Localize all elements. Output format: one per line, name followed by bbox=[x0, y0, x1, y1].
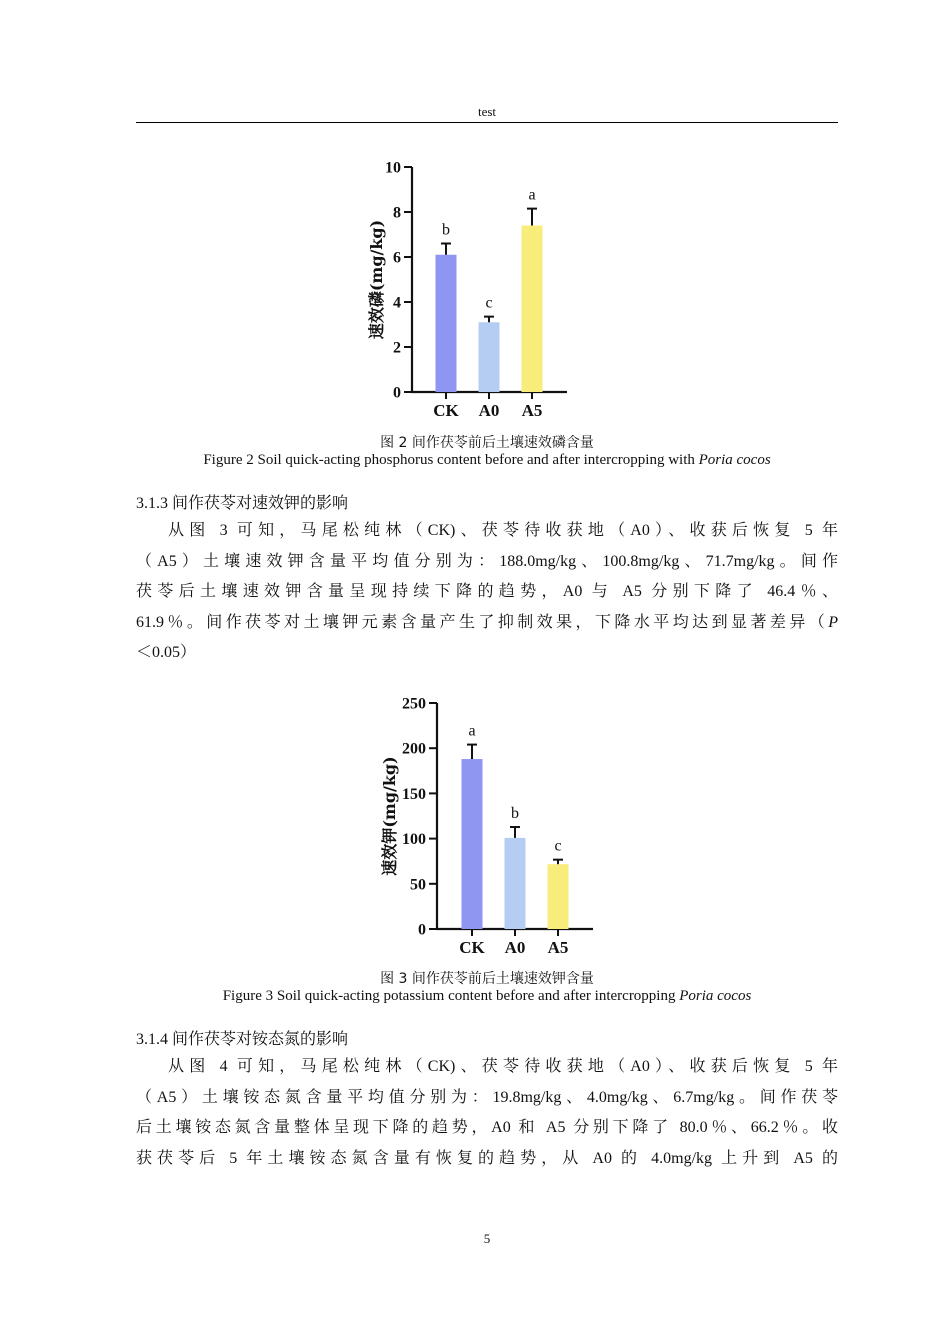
section-3-1-3-paragraph bbox=[136, 516, 838, 669]
y-tick-label: 4 bbox=[393, 294, 401, 312]
figure-2-caption-en bbox=[136, 452, 838, 469]
figure-2-caption-en-text: Figure 2 Soil quick-acting phosphorus content before and after intercropping with bbox=[203, 452, 699, 468]
figure-2-chart bbox=[360, 155, 600, 425]
section-3-1-3-heading: 3.1.3 间作茯苓对速效钾的影响 bbox=[136, 495, 349, 512]
y-tick-label: 50 bbox=[410, 876, 426, 894]
y-tick-label: 250 bbox=[402, 695, 426, 713]
potassium-bar-chart bbox=[375, 692, 615, 962]
figure-3-caption-species: Poria cocos bbox=[679, 988, 752, 1004]
significance-label: b bbox=[442, 221, 450, 239]
paragraph-line-text: 61.9％。间作茯苓对土壤钾元素含量产生了抑制效果，下降水平均达到显著差异（ bbox=[136, 613, 829, 631]
bar bbox=[479, 322, 500, 392]
x-tick-label: A0 bbox=[478, 401, 500, 420]
y-axis-label: 速效钾(mg/kg) bbox=[380, 756, 399, 876]
paragraph-line: 后土壤铵态氮含量整体呈现下降的趋势，A0 和 A5 分别下降了 80.0％、66.2％。收 bbox=[136, 1119, 838, 1136]
bar bbox=[436, 255, 457, 392]
y-tick-label: 0 bbox=[418, 921, 426, 939]
significance-label: a bbox=[468, 722, 476, 740]
paragraph-line: 从图 4 可知，马尾松纯林（CK)、茯苓待收获地（A0）、收获后恢复 5 年 bbox=[168, 1058, 838, 1075]
y-tick-label: 150 bbox=[402, 785, 426, 803]
x-tick-label: CK bbox=[459, 938, 485, 957]
figure-2-caption-cn: 图 2 间作茯苓前后土壤速效磷含量 bbox=[380, 435, 594, 451]
bar bbox=[522, 226, 543, 393]
significance-label: a bbox=[528, 186, 536, 204]
header-rule bbox=[136, 122, 838, 123]
significance-label: b bbox=[511, 805, 519, 823]
y-tick-label: 10 bbox=[385, 159, 401, 177]
paragraph-line: 从图 3 可知，马尾松纯林（CK)、茯苓待收获地（A0）、收获后恢复 5 年 bbox=[168, 522, 838, 539]
paragraph-line: 茯苓后土壤速效钾含量呈现持续下降的趋势，A0 与 A5 分别下降了 46.4％、 bbox=[136, 583, 838, 600]
paragraph-line: ＜0.05） bbox=[136, 644, 197, 661]
y-tick-label: 100 bbox=[402, 831, 426, 849]
bar bbox=[505, 838, 526, 929]
significance-label: c bbox=[485, 294, 493, 312]
y-tick-label: 8 bbox=[393, 204, 401, 222]
bar bbox=[548, 864, 569, 929]
y-tick-label: 2 bbox=[393, 339, 401, 357]
x-tick-label: A5 bbox=[547, 938, 569, 957]
x-tick-label: A5 bbox=[521, 401, 543, 420]
p-value-symbol: P bbox=[828, 613, 838, 631]
significance-label: c bbox=[554, 837, 562, 855]
figure-2-caption-species: Poria cocos bbox=[698, 452, 771, 468]
paragraph-line: 获茯苓后 5 年土壤铵态氮含量有恢复的趋势，从 A0 的 4.0mg/kg 上升到 A5 的 bbox=[136, 1149, 838, 1167]
y-axis-label: 速效磷(mg/kg) bbox=[367, 219, 386, 340]
paragraph-line bbox=[136, 608, 838, 639]
bar bbox=[462, 759, 483, 929]
paragraph-line: （A5）土壤速效钾含量平均值分别为：188.0mg/kg、100.8mg/kg、71.7mg/kg。间作 bbox=[136, 552, 838, 570]
y-tick-label: 0 bbox=[393, 384, 401, 402]
section-3-1-4-heading: 3.1.4 间作茯苓对铵态氮的影响 bbox=[136, 1031, 349, 1048]
x-tick-label: CK bbox=[433, 401, 459, 420]
paragraph-line: （A5）土壤铵态氮含量平均值分别为：19.8mg/kg、4.0mg/kg、6.7mg/kg。间作茯苓 bbox=[136, 1088, 838, 1106]
figure-3-caption-cn: 图 3 间作茯苓前后土壤速效钾含量 bbox=[380, 971, 594, 987]
figure-3-chart bbox=[375, 692, 615, 962]
figure-3-caption-en bbox=[136, 988, 838, 1005]
figure-3-caption-en-text: Figure 3 Soil quick-acting potassium content before and after intercropping bbox=[222, 988, 680, 1004]
y-tick-label: 200 bbox=[402, 740, 426, 758]
page-number: 5 bbox=[483, 1231, 491, 1246]
y-tick-label: 6 bbox=[393, 249, 401, 267]
running-header: test bbox=[477, 104, 497, 119]
phosphorus-bar-chart bbox=[360, 155, 600, 425]
section-3-1-4-paragraph bbox=[136, 1052, 838, 1174]
x-tick-label: A0 bbox=[504, 938, 526, 957]
